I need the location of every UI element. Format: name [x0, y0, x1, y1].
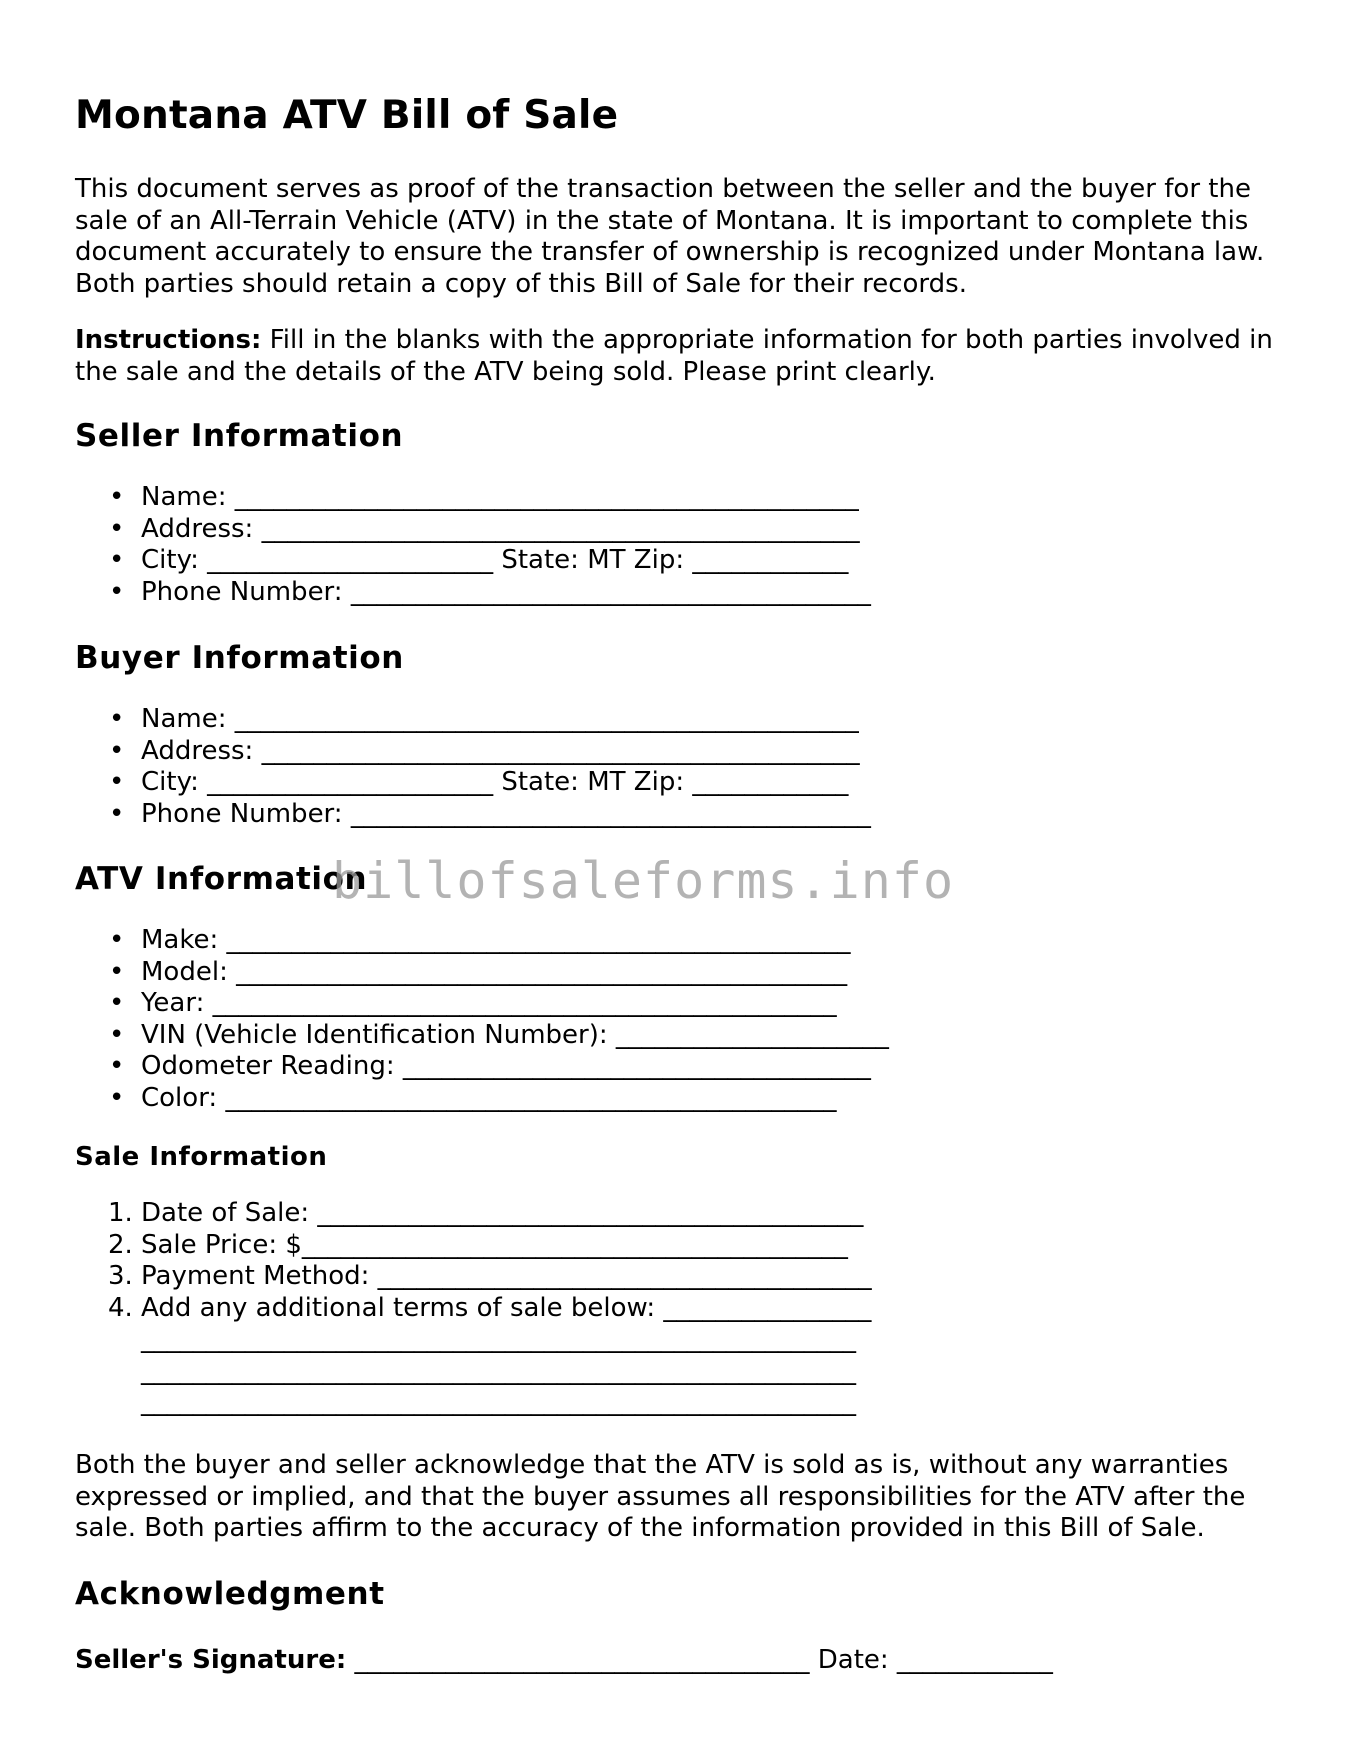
buyer-city-field[interactable]: • City: ______________________ State: MT Zip: ____________ [75, 767, 871, 799]
terms-line[interactable]: _______________________________________________________ [141, 1324, 856, 1354]
seller-signature-label: Seller's Signature: [75, 1645, 347, 1675]
instructions-paragraph [75, 325, 1290, 388]
atv-vin-field[interactable]: • VIN (Vehicle Identification Number): _____________________ [75, 1020, 889, 1052]
atv-heading: ATV Information [75, 861, 368, 897]
atv-year-field[interactable]: • Year: ________________________________________________ [75, 988, 889, 1020]
payment-method-field[interactable]: 3. Payment Method: ______________________________________ [108, 1261, 872, 1291]
seller-signature-blank[interactable]: ___________________________________ Date: ____________ [346, 1645, 1053, 1675]
seller-city-field[interactable]: • City: ______________________ State: MT Zip: ____________ [75, 545, 871, 577]
additional-terms-field[interactable]: 4. Add any additional terms of sale below: ________________ [108, 1292, 872, 1323]
sale-fields [75, 1198, 872, 1419]
buyer-address-field[interactable]: • Address: ______________________________________________ [75, 736, 871, 768]
buyer-name-field[interactable]: • Name: ________________________________________________ [75, 704, 871, 736]
atv-model-field[interactable]: • Model: _______________________________________________ [75, 957, 889, 989]
acknowledgment-heading: Acknowledgment [75, 1576, 385, 1612]
seller-phone-field[interactable]: • Phone Number: ________________________________________ [75, 577, 871, 609]
buyer-heading: Buyer Information [75, 640, 404, 676]
atv-fields [75, 925, 889, 1114]
instructions-label: Instructions: [75, 325, 262, 355]
document-title: Montana ATV Bill of Sale [75, 93, 619, 138]
atv-make-field[interactable]: • Make: ________________________________________________ [75, 925, 889, 957]
disclaimer-paragraph: Both the buyer and seller acknowledge that the ATV is sold as is, without any warranties expressed or implied, and that the buyer assumes all responsibilities for the ATV after the sale. Both parties affirm to the accuracy of the information provided in this Bill of Sale. [75, 1450, 1246, 1543]
atv-odometer-field[interactable]: • Odometer Reading: ____________________________________ [75, 1051, 889, 1083]
sale-heading: Sale Information [75, 1142, 328, 1172]
instructions-text: Fill in the blanks with the appropriate information for both parties involved in the sale and the details of the ATV being sold. Please print clearly. [75, 325, 1273, 387]
sale-date-field[interactable]: 1. Date of Sale: __________________________________________ [108, 1198, 864, 1228]
buyer-phone-field[interactable]: • Phone Number: ________________________________________ [75, 799, 871, 831]
terms-line[interactable]: _______________________________________________________ [141, 1355, 856, 1386]
buyer-fields [75, 704, 871, 830]
atv-color-field[interactable]: • Color: _______________________________________________ [75, 1083, 889, 1115]
sale-price-field[interactable]: 2. Sale Price: $__________________________________________ [108, 1229, 848, 1260]
seller-name-field[interactable]: • Name: ________________________________________________ [75, 482, 871, 514]
additional-terms-lines[interactable] [75, 1324, 872, 1419]
intro-paragraph: This document serves as proof of the transaction between the seller and the buyer for the sale of an All-Terrain Vehicle (ATV) in the state of Montana. It is important to complete this document accurately to ensure the transfer of ownership is recognized under Montana law. Both parties should retain a copy of this Bill of Sale for their records. [75, 174, 1265, 299]
seller-address-field[interactable]: • Address: ______________________________________________ [75, 514, 871, 546]
watermark: billofsaleforms.info [332, 852, 955, 910]
seller-signature-line[interactable] [75, 1645, 1053, 1677]
seller-fields [75, 482, 871, 608]
terms-line[interactable]: _______________________________________________________ [141, 1387, 856, 1417]
seller-heading: Seller Information [75, 418, 404, 454]
